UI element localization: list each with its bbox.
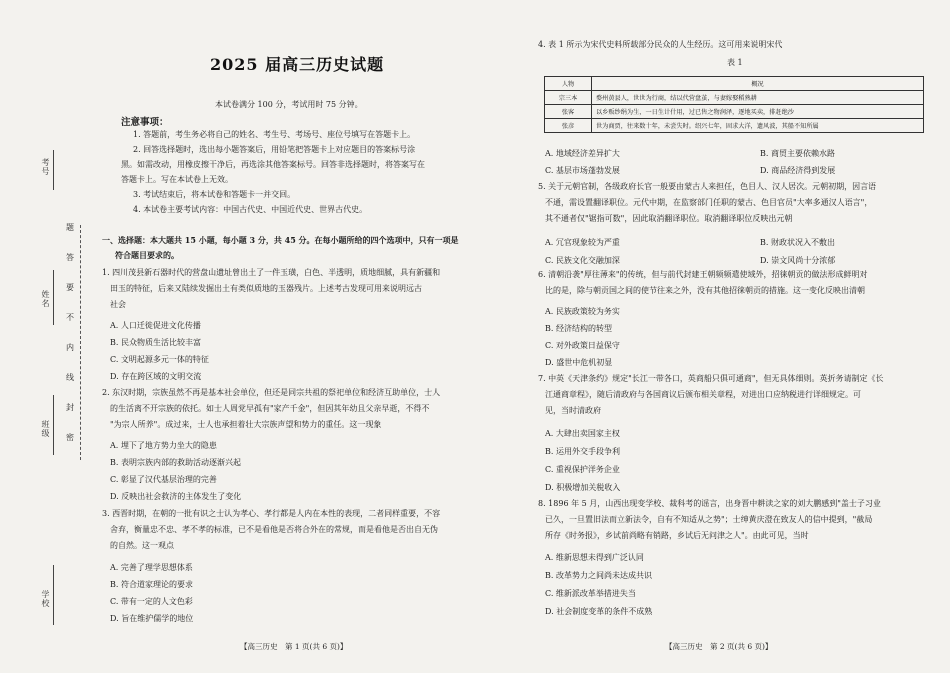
table-header: 概况 (592, 77, 924, 91)
exam-number-line (53, 150, 54, 190)
option: D. 商品经济得到发展 (760, 166, 836, 175)
table-row (545, 105, 924, 119)
table-header-row (545, 77, 924, 91)
option: D. 旨在维护儒学的地位 (110, 614, 194, 623)
option: C. 基层市场蓬勃发展 (545, 166, 620, 175)
question-stem: 2. 东汉时期，宗族虽然不再是基本社会单位，但还是同宗共祖的祭祀单位和经济互助单位，士人 (102, 388, 441, 397)
table-cell: 世为商贾，往来数十年，未尝失时。绍兴七年，固求大洋，遗风波，其船不知所属 (592, 119, 924, 133)
exam-info: 本试卷满分 100 分，考试用时 75 分钟。 (215, 100, 363, 109)
option: A. 人口迁徙促进文化传播 (110, 321, 201, 330)
table-row (545, 91, 924, 105)
class-line (53, 395, 54, 455)
label-class: 班级 (41, 420, 50, 438)
option: B. 改革势力之间尚未达成共识 (545, 571, 652, 580)
notice-line: 答题卡上。写在本试卷上无效。 (121, 175, 233, 184)
table-cell: 张彦 (545, 119, 592, 133)
table-cell: 以乡贩纱绢为生，一日生计什用，过已售之物润泽，逐地买卖，排赶绝沙 (592, 105, 924, 119)
seal-char: 内 (66, 343, 74, 352)
table-row (545, 119, 924, 133)
question-stem: 田玉的特征，后来又陆续发掘出土有类似质地的玉器残片。上述考古发现可用来说明远古 (110, 284, 422, 293)
question-stem: 比的是，除与朝贡国之间的使节往来之外，没有其他招徕朝贡的措施。这一变化反映出清朝 (545, 286, 865, 295)
option: B. 民众物质生活比较丰富 (110, 338, 201, 347)
option: D. 存在跨区域的文明交流 (110, 372, 202, 381)
question-stem: 江通商章程》，随后清政府与各国商议后颁布相关章程，对进出口应纳税进行详细规定。可 (545, 390, 861, 399)
table-header: 人物 (545, 77, 592, 91)
option: B. 商贸主要依赖水路 (760, 149, 835, 158)
option: C. 带有一定的人文色彩 (110, 597, 193, 606)
seal-char: 题 (66, 223, 74, 232)
option: A. 完善了理学思想体系 (110, 563, 193, 572)
option: C. 彰显了汉代基层治理的完善 (110, 475, 217, 484)
option: B. 经济结构的转型 (545, 324, 612, 333)
question-stem: 其不通者仅"锯指可数"，因此取消翻译职位。取消翻译职位反映出元朝 (545, 214, 793, 223)
question-stem: 社会 (110, 300, 126, 309)
option: C. 文明起源多元一体的特征 (110, 355, 209, 364)
question-stem: 7. 中英《天津条约》规定"长江一带各口，英商船只俱可通商"，但无具体细则。英折务请制定《长 (538, 374, 884, 383)
label-name: 姓名 (41, 290, 50, 308)
notice-line: 1. 答题前，考生务必将自己的姓名、考生号、考场号、座位号填写在答题卡上。 (133, 130, 416, 139)
option: C. 维新派改革举措进失当 (545, 589, 636, 598)
notice-line: 4. 本试卷主要考试内容：中国古代史、中国近代史、世界古代史。 (133, 205, 368, 214)
option: C. 重视保护洋务企业 (545, 465, 620, 474)
table-cell: 张客 (545, 105, 592, 119)
question-stem: 见，当时清政府 (545, 406, 601, 415)
option: B. 符合道家理论的要求 (110, 580, 193, 589)
seal-char: 不 (66, 313, 74, 322)
option: A. 民族政策较为务实 (545, 307, 620, 316)
option: A. 维新思想未得到广泛认同 (545, 553, 644, 562)
page-footer: 【高三历史 第 1 页(共 6 页)】 (240, 642, 348, 651)
question-stem: 4. 表 1 所示为宋代史料所载部分民众的人生经历。这可用来说明宋代 (538, 40, 783, 49)
option: B. 表明宗族内部的救助活动逐渐兴起 (110, 458, 241, 467)
seal-char: 答 (66, 253, 74, 262)
table-cell: 婺州黄县人，世世为行商，结以代营盘茧，与妻嫁娶稻熟耕 (592, 91, 924, 105)
question-stem: 已久，一旦置旧法而立新法令，自有不知适从之势"；士绅黄庆澄在致友人的信中提到，"截局 (545, 515, 873, 524)
question-stem: 的生活离不开宗族的依托。如士人周党早孤有"家产千金"，但因其年幼且父亲早逝，不得不 (110, 404, 430, 413)
option: C. 民族文化交融加深 (545, 256, 620, 265)
section-heading: 符合题目要求的。 (115, 250, 179, 260)
question-stem: 所存《时务报》，乡试前尚略有销路，乡试后无问津之人"。由此可见，当时 (545, 531, 809, 540)
seal-char: 要 (66, 283, 74, 292)
question-stem: 不通，需设置翻译职位。元代中期，在监察部门任职的蒙古、色目官员"大率多通汉人语言"， (545, 198, 873, 207)
question-stem: 6. 清朝沿袭"厚往薄来"的传统，但与前代封建王朝频频遣使域外，招徕朝贡的做法形成鲜明对 (538, 270, 868, 279)
option: D. 盛世中危机初显 (545, 358, 613, 367)
notice-line: 黑。如需改动，用橡皮擦干净后，再选涂其他答案标号。回答非选择题时，将答案写在 (121, 160, 425, 169)
option: D. 积极增加关税收入 (545, 483, 621, 492)
notice-heading: 注意事项： (121, 117, 169, 128)
notice-line: 2. 回答选择题时，选出每小题答案后，用铅笔把答题卡上对应题目的答案标号涂 (133, 145, 416, 154)
question-stem: 8. 1896 年 5 月，山西出现变学校、裁科考的谣言，出身晋中耕读之家的刘大鹏感到"盖士子习业 (538, 499, 881, 508)
question-stem: 舍弃，衡量忠不忠、孝不孝的标准，已不是看他是否将合外在的常规，而是看他是否出自无伪 (110, 525, 438, 534)
option: D. 社会制度变革的条件不成熟 (545, 607, 653, 616)
seal-char: 密 (66, 433, 74, 442)
option: C. 对外政策日益保守 (545, 341, 620, 350)
option: B. 运用外交手段争利 (545, 447, 620, 456)
label-school: 学校 (41, 590, 50, 608)
question-stem: 5. 关于元朝官制，各级政府长官一般要由蒙古人来担任，色目人、汉人居次。元朝初期，因言语 (538, 182, 877, 191)
option: A. 地域经济差异扩大 (545, 149, 620, 158)
page-footer: 【高三历史 第 2 页(共 6 页)】 (665, 642, 773, 651)
question-stem: 3. 西晋时期，在朝的一批有识之士认为孝心、孝行都是人内在本性的表现，二者同样重要，不容 (102, 509, 441, 518)
option: D. 崇文风尚十分浓郁 (760, 256, 836, 265)
label-exam-number: 考号 (41, 158, 50, 176)
seal-char: 线 (66, 373, 74, 382)
notice-line: 3. 考试结束后，将本试卷和答题卡一并交回。 (133, 190, 296, 199)
question-stem: 1. 四川茂县新石器时代的营盘山遗址曾出土了一件玉璜，白色、半透明，质地细腻，具有新疆和 (102, 268, 441, 277)
seal-dashed-line (80, 225, 81, 460)
exam-title: 2025 届高三历史试题 (210, 55, 385, 74)
question-stem: "为宗人所养"。成过来，士人也承担着壮大宗族声望和势力的重任。这一现象 (110, 420, 382, 429)
option: A. 冗官现象较为严重 (545, 238, 620, 247)
option: A. 埋下了地方势力坐大的隐患 (110, 441, 217, 450)
seal-char: 封 (66, 403, 74, 412)
table-cell: 宗三本 (545, 91, 592, 105)
table-1 (544, 76, 924, 133)
binding-margin (0, 0, 95, 673)
option: D. 反映出社会救济的主体发生了变化 (110, 492, 242, 501)
option: B. 财政状况入不敷出 (760, 238, 835, 247)
section-heading: 一、选择题：本大题共 15 小题，每小题 3 分，共 45 分。在每小题所给的四个选项中，只有一项是 (102, 235, 459, 245)
option: A. 大肆出卖国家主权 (545, 429, 620, 438)
table-caption: 表 1 (727, 58, 743, 67)
name-line (53, 270, 54, 325)
school-line (53, 565, 54, 625)
question-stem: 的自然。这一观点 (110, 541, 174, 550)
